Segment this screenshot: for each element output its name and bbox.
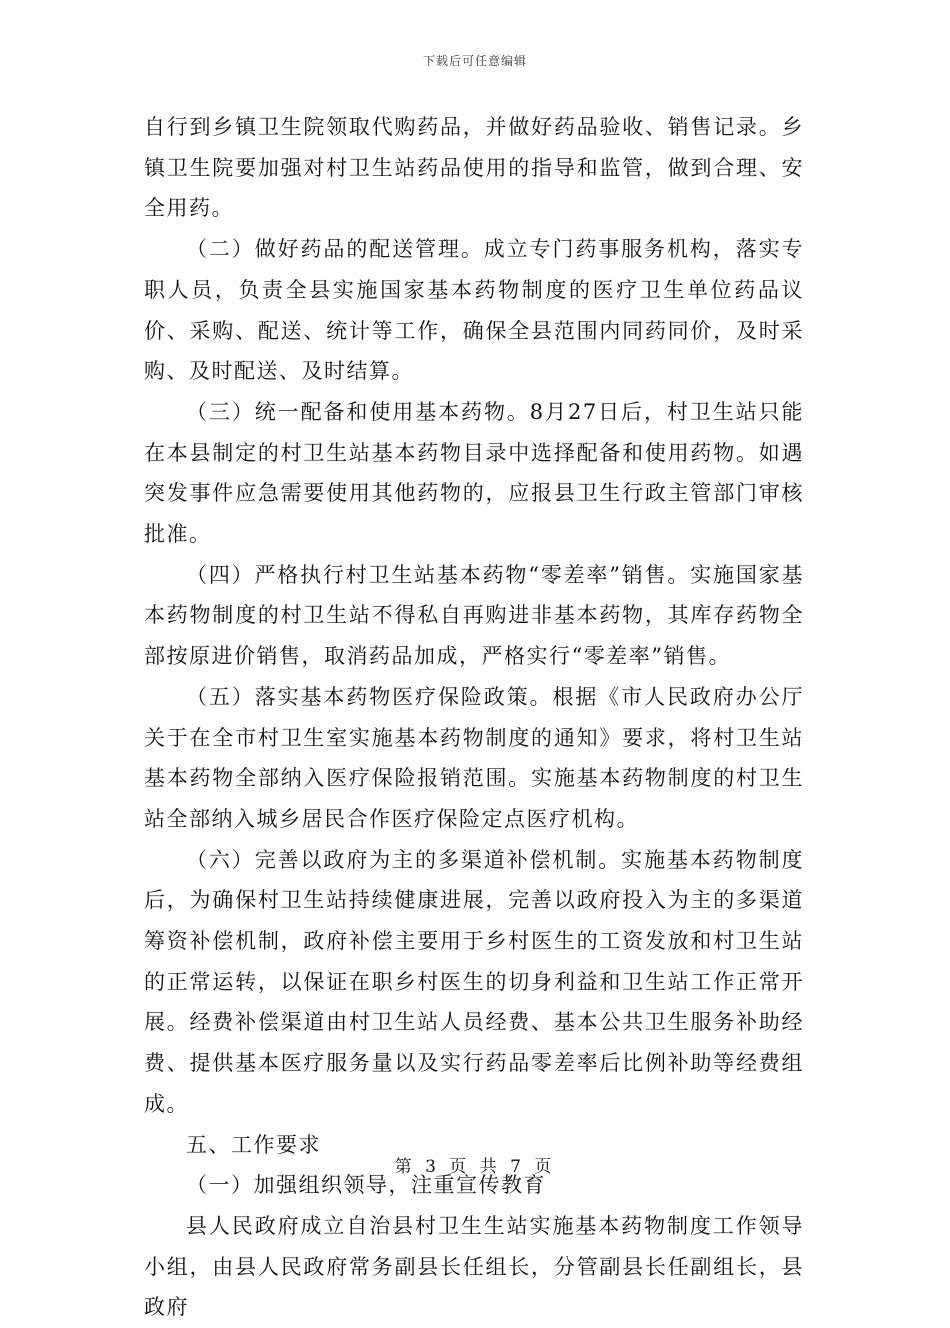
paragraph-6: （六）完善以政府为主的多渠道补偿机制。实施基本药物制度后，为确保村卫生站持续健康进展，完善以政府投入为主的多渠道筹资补偿机制，政府补偿主要用于乡村医生的工资发放和村卫生站的正常运转，以保证在职乡村医生的切身利益和卫生站工作正常开展。经费补偿渠道由村卫生站人员经费、基本公共卫生服务补助经费、提供基本医疗服务量以及实行药品零差率后比例补助等经费组成。: [144, 847, 804, 1116]
section-heading: 五、工作要求: [186, 1132, 321, 1157]
paragraph-1: 自行到乡镇卫生院领取代购药品，并做好药品验收、销售记录。乡镇卫生院要加强对村卫生站药品使用的指导和监管，做到合理、安全用药。: [144, 115, 804, 221]
page-header: 下载后可任意编辑: [422, 54, 527, 68]
paragraph-7: 县人民政府成立自治县村卫生生站实施基本药物制度工作领导小组，由县人民政府常务副县长任组长，分管副县长任副组长，县政府: [144, 1213, 804, 1320]
paragraph-2: （二）做好药品的配送管理。成立专门药事服务机构，落实专职人员，负责全县实施国家基本药物制度的医疗卫生单位药品议价、采购、配送、统计等工作，确保全县范围内同药同价，及时采购、及时配送、及时结算。: [144, 237, 804, 384]
page-number: 第 3 页 共 7 页: [394, 1157, 556, 1177]
subsection-heading: （一）加强组织领导，注重宣传教育: [186, 1173, 546, 1198]
document-body: [144, 107, 804, 1328]
paragraph-4: （四）严格执行村卫生站基本药物“零差率”销售。实施国家基本药物制度的村卫生站不得私自再购进非基本药物，其库存药物全部按原进价销售，取消药品加成，严格实行“零差率”销售。: [144, 562, 804, 669]
paragraph-5: （五）落实基本药物医疗保险政策。根据《市人民政府办公厅关于在全市村卫生室实施基本药物制度的通知》要求，将村卫生站基本药物全部纳入医疗保险报销范围。实施基本药物制度的村卫生站全部纳入城乡居民合作医疗保险定点医疗机构。: [144, 684, 804, 831]
paragraph-3: （三）统一配备和使用基本药物。8月27日后，村卫生站只能在本县制定的村卫生站基本药物目录中选择配备和使用药物。如遇突发事件应急需要使用其他药物的，应报县卫生行政主管部门审核批准。: [144, 399, 804, 547]
